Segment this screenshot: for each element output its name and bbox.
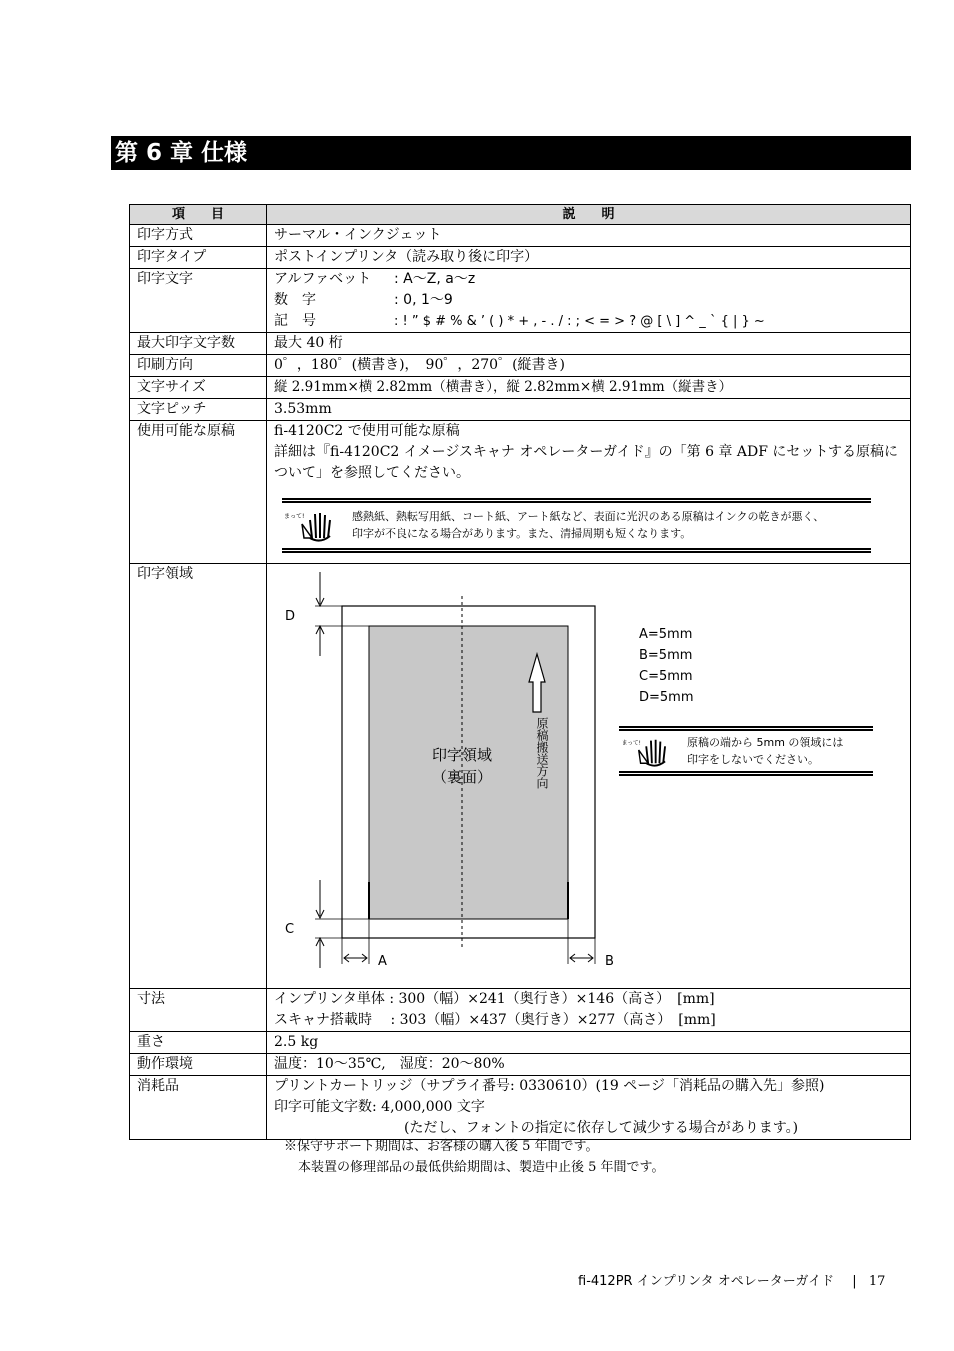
area-text2: （裏面） [431, 768, 492, 786]
row-value: サーマル・インクジェット [267, 225, 911, 247]
margin-note-line1: 原稿の端から 5mm の領域には [687, 736, 844, 749]
footnote-line1: ※保守サポート期間は、お客様の購入後 5 年間です。 [284, 1139, 599, 1154]
table-row [130, 225, 911, 247]
note-hand-icon [282, 508, 346, 542]
table-row [130, 1032, 911, 1054]
note-hand-icon [619, 735, 681, 767]
row-value: 3.53mm [267, 399, 911, 421]
row-label: 寸法 [130, 989, 267, 1032]
row-label: 印字タイプ [130, 247, 267, 269]
table-row [130, 399, 911, 421]
row-value [267, 1076, 911, 1140]
row-value [267, 421, 911, 564]
sym-label: 記 号 [274, 313, 316, 329]
mark-a: A [378, 954, 387, 969]
table-row [130, 269, 911, 333]
header-item: 項 目 [130, 205, 267, 225]
row-label: 最大印字文字数 [130, 333, 267, 355]
page-footer [578, 1270, 885, 1289]
row-label: 使用可能な原稿 [130, 421, 267, 564]
row-value: ポストインプリンタ（読み取り後に印字） [267, 247, 911, 269]
mark-b: B [605, 954, 614, 969]
alpha-value: : A〜Z, a〜z [394, 271, 476, 287]
print-area-figure [267, 564, 910, 988]
row-label: 印字領域 [130, 564, 267, 989]
table-row [130, 1054, 911, 1076]
row-value: 2.5 kg [267, 1032, 911, 1054]
dim-d: D=5mm [639, 690, 694, 705]
row-value [267, 269, 911, 333]
chapter-title: 第 6 章 仕様 [111, 136, 911, 170]
consumables-line1: プリントカートリッジ（サプライ番号: 0330610）(19 ページ「消耗品の購入先」参照) [274, 1078, 825, 1094]
dimensions-line1: インプリンタ単体 : 300（幅）×241（奥行き）×146（高さ） [mm] [274, 991, 715, 1007]
row-label: 動作環境 [130, 1054, 267, 1076]
row-label: 印字方式 [130, 225, 267, 247]
row-label: 文字ピッチ [130, 399, 267, 421]
caution-note [282, 498, 871, 553]
documents-line2: 詳細は『fi-4120C2 イメージスキャナ オペレーターガイド』の「第 6 章 ADF にセットする原稿について」を参照してください。 [274, 444, 899, 481]
alpha-label: アルファベット [274, 271, 372, 287]
table-row [130, 421, 911, 564]
table-row [130, 333, 911, 355]
dim-a: A=5mm [639, 627, 693, 642]
table-row [130, 564, 911, 989]
table-row [130, 377, 911, 399]
mark-d: D [285, 609, 296, 624]
area-text1: 印字領域 [431, 746, 492, 764]
margin-note-line2: 印字をしないでください。 [687, 753, 819, 766]
sym-value: : ! ” $ # % & ’ ( ) * + , - . / : ; < = > ? @ [ \ ] ^ _ ` { | } ~ [394, 314, 765, 329]
row-value: 温度：10〜35℃, 湿度：20〜80% [267, 1054, 911, 1076]
dim-b: B=5mm [639, 648, 693, 663]
footer-separator: | [852, 1274, 857, 1289]
print-area-diagram-cell [267, 564, 911, 989]
footer-title: fi-412PR インプリンタ オペレーターガイド [578, 1274, 835, 1289]
margin-note [619, 726, 873, 776]
row-label: 重さ [130, 1032, 267, 1054]
row-value: 縦 2.91mm×横 2.82mm（横書き），縦 2.82mm×横 2.91mm（縦書き） [267, 377, 911, 399]
feed-direction-label: 原稿搬送方向 [535, 717, 549, 789]
row-label: 消耗品 [130, 1076, 267, 1140]
row-label: 印刷方向 [130, 355, 267, 377]
note-line2: 印字が不良になる場合があります。また、清掃周期も短くなります。 [352, 527, 692, 540]
dimensions-line2: スキャナ搭載時 : 303（幅）×437（奥行き）×277（高さ） [mm] [274, 1012, 716, 1028]
consumables-line3: (ただし、フォントの指定に依存して減少する場合があります。) [404, 1120, 799, 1136]
header-description: 説 明 [267, 205, 911, 225]
svg-text:まって!: まって! [621, 740, 641, 747]
spec-table [129, 204, 911, 1140]
num-label: 数 字 [274, 292, 316, 308]
footnote-line2: 本装置の修理部品の最低供給期間は、製造中止後 5 年間です。 [298, 1160, 665, 1175]
consumables-line2: 印字可能文字数: 4,000,000 文字 [274, 1099, 485, 1115]
num-value: : 0, 1〜9 [394, 292, 453, 308]
table-header-row [130, 205, 911, 225]
row-value: 最大 40 桁 [267, 333, 911, 355]
svg-text:まって!: まって! [284, 513, 305, 520]
note-line1: 感熱紙、熱転写用紙、コート紙、アート紙など、表面に光沢のある原稿はインクの乾きが悪く、 [352, 510, 825, 523]
table-row [130, 1076, 911, 1140]
table-row [130, 355, 911, 377]
footnote [284, 1136, 665, 1178]
row-value: 0゜，180゜(横書き)， 90゜，270゜(縦書き) [267, 355, 911, 377]
table-row [130, 989, 911, 1032]
row-label: 印字文字 [130, 269, 267, 333]
dimension-legend [639, 624, 694, 708]
page-number: 17 [868, 1274, 886, 1289]
row-label: 文字サイズ [130, 377, 267, 399]
print-area-diagram [267, 564, 910, 988]
row-value [267, 989, 911, 1032]
table-row [130, 247, 911, 269]
dim-c: C=5mm [639, 669, 693, 684]
documents-line1: fi-4120C2 で使用可能な原稿 [274, 423, 460, 439]
print-area-label [397, 744, 527, 788]
mark-c: C [285, 922, 295, 937]
